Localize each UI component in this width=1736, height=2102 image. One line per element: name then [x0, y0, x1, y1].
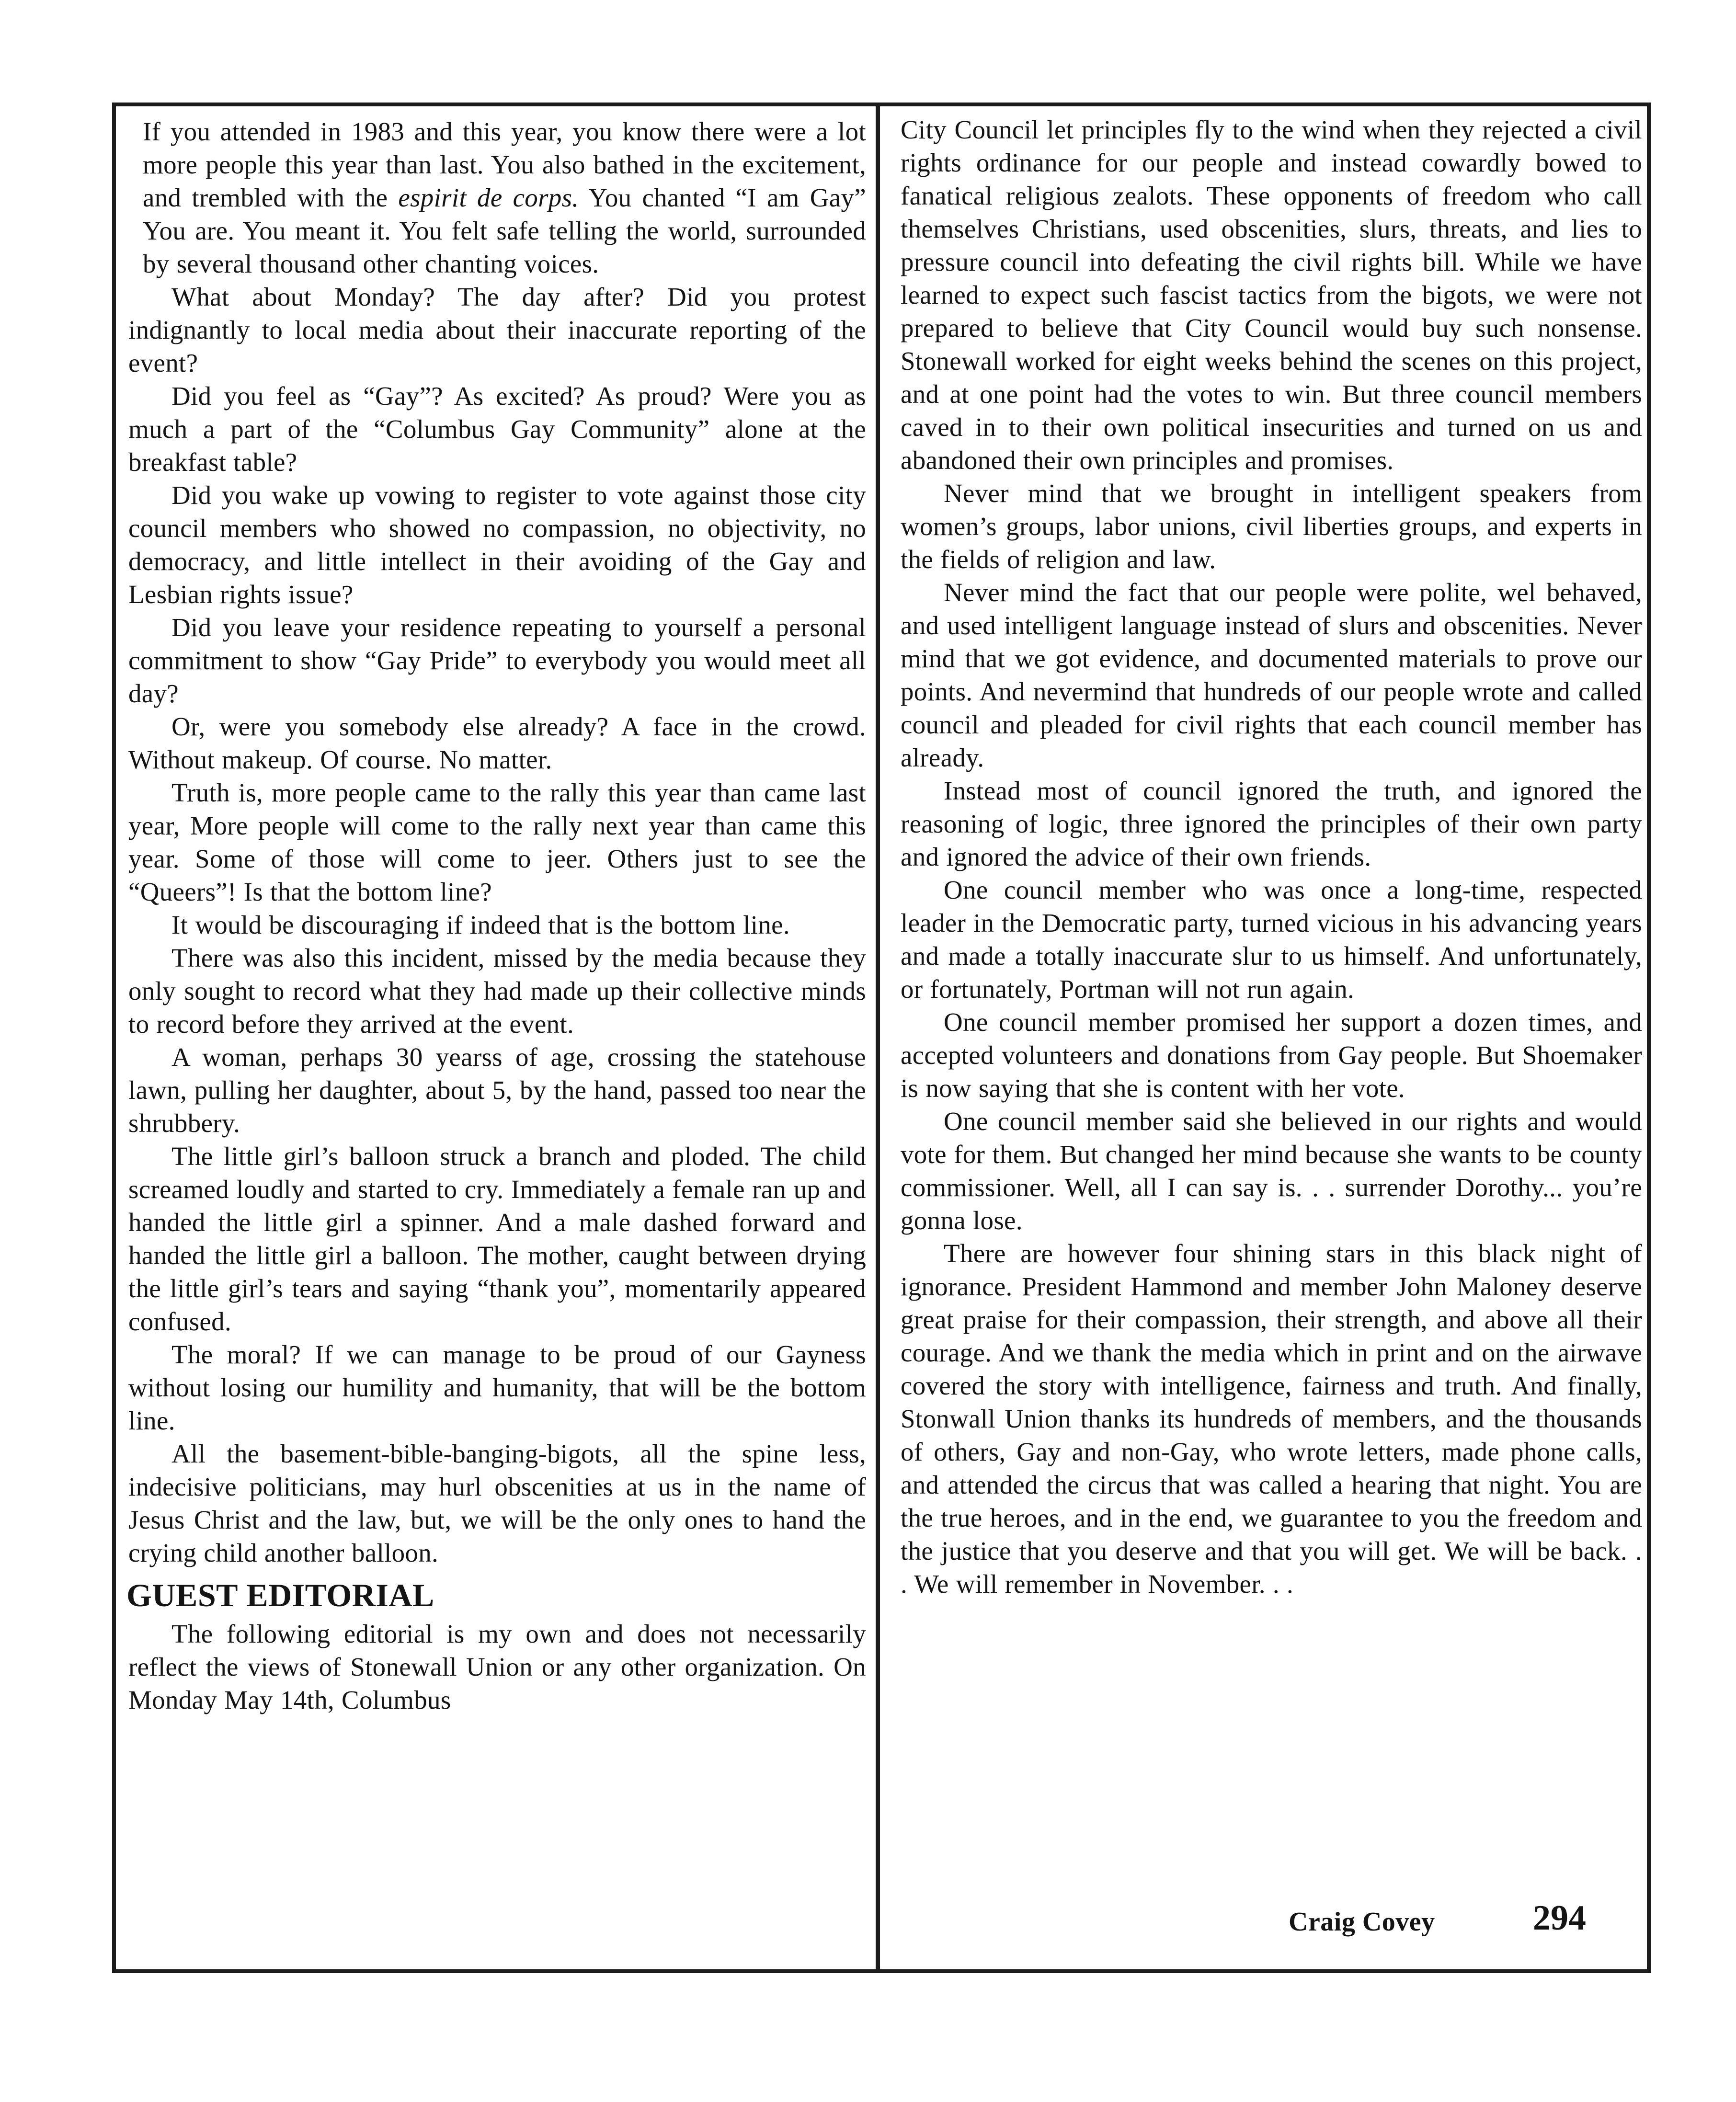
paragraph: All the basement-bible-banging-bigots, all the spine less, indecisive politicians, may hurl obscenities at us in the name of Jesus Christ and the law, but, we will be the only ones to hand the crying child another balloon. [128, 1439, 866, 1567]
paragraph: There was also this incident, missed by the media because they only sought to record what they had made up their collective minds to record before they arrived at the event. [128, 943, 866, 1039]
guest-editorial-heading: GUEST EDITORIAL [126, 1577, 434, 1613]
paragraph: Never mind that we brought in intelligent speakers from women’s groups, labor unions, civil liberties groups, and experts in the fields of religion and law. [901, 479, 1642, 574]
paragraph: The little girl’s balloon struck a branch and ploded. The child screamed loudly and started to cry. Immediately a female ran up and handed the little girl a spinner. And a male dashed forward and handed the little girl a balloon. The mother, caught between drying the little girl’s tears and saying “thank you”, momentarily appeared confused. [128, 1142, 866, 1336]
editorial-intro: The following editorial is my own and does not necessarily reflect the views of Stonewall Union or any other organization. On Monday May 14th, Columbus [128, 1619, 866, 1714]
paragraph: Did you wake up vowing to register to vote against those city council members who showed no compassion, no objectivity, no democracy, and little intellect in their avoiding of the Gay and Lesbian rights issue? [128, 480, 866, 609]
italic-phrase: espirit de corps. [398, 183, 579, 212]
paragraph: A woman, perhaps 30 yearss of age, crossing the statehouse lawn, pulling her daughter, about 5, by the hand, passed too near the shrubbery. [128, 1042, 866, 1138]
column-divider [876, 103, 880, 1973]
paragraph: One council member said she believed in our rights and would vote for them. But changed her mind because she wants to be county commissioner. Well, all I can say is. . . surrender Dorothy... you’re gonna lose. [901, 1107, 1642, 1235]
paragraph: Did you feel as “Gay”? As excited? As proud? Were you as much a part of the “Columbus Gay Community” alone at the breakfast table? [128, 381, 866, 477]
paragraph: If you attended in 1983 and this year, you know there were a lot more people this year than last. You also bathed in the excitement, and trembled with the espirit de corps. You chanted “I am Gay” You are. You meant it. You felt safe telling the world, surrounded by several thousand other chanting voices. [143, 117, 866, 278]
paragraph: Never mind the fact that our people were polite, wel behaved, and used intelligent language instead of slurs and obscenities. Never mind that we got evidence, and documented materials to prove our points. And nevermind that hundreds of our people wrote and called council and pleaded for civil rights that each council member has already. [901, 578, 1642, 772]
paragraph: There are however four shining stars in this black night of ignorance. President Hammond and member John Maloney deserve great praise for their compassion, their strength, and above all their courage. And we thank the media which in print and on the airwave covered the story with intelligence, fairness and truth. And finally, Stonwall Union thanks its hundreds of members, and the thousands of others, Gay and non-Gay, who wrote letters, made phone calls, and attended the circus that was called a hearing that night. You are the true heroes, and in the end, we guarantee to you the freedom and the justice that you deserve and that you will get. We will be back. . . We will remember in November. . . [901, 1239, 1642, 1599]
paragraph: What about Monday? The day after? Did you protest indignantly to local media about their inaccurate reporting of the event? [128, 282, 866, 377]
paragraph: Or, were you somebody else already? A face in the crowd. Without makeup. Of course. No matter. [128, 712, 866, 774]
paragraph: Instead most of council ignored the truth, and ignored the reasoning of logic, three ignored the principles of their own party and ignored the advice of their own friends. [901, 776, 1642, 871]
paragraph: Did you leave your residence repeating to yourself a personal commitment to show “Gay Pride” to everybody you would meet all day? [128, 613, 866, 708]
paragraph: One council member who was once a long-time, respected leader in the Democratic party, turned vicious in his advancing years and made a totally inaccurate slur to us himself. And unfortunately, or fortunately, Portman will not run again. [901, 875, 1642, 1004]
paragraph: The moral? If we can manage to be proud of our Gayness without losing our humility and humanity, that will be the bottom line. [128, 1340, 866, 1435]
right-column [901, 113, 1642, 1600]
page-number: 294 [1533, 1898, 1586, 1938]
paragraph: One council member promised her support a dozen times, and accepted volunteers and donations from Gay people. But Shoemaker is now saying that she is content with her vote. [901, 1007, 1642, 1103]
paragraph: It would be discouraging if indeed that is the bottom line. [171, 910, 790, 939]
author-signature: Craig Covey [1289, 1907, 1435, 1937]
left-column [128, 115, 866, 1716]
paragraph: City Council let principles fly to the wind when they rejected a civil rights ordinance for our people and instead cowardly bowed to fanatical religious zealots. These opponents of freedom who call themselves Christians, used obscenities, slurs, threats, and lies to pressure council into defeating the civil rights bill. While we have learned to expect such fascist tactics from the bigots, we were not prepared to believe that City Council would buy such nonsense. Stonewall worked for eight weeks behind the scenes on this project, and at one point had the votes to win. But three council members caved in to their own political insecurities and turned on us and abandoned their own principles and promises. [901, 115, 1642, 475]
paragraph: Truth is, more people came to the rally this year than came last year, More people will come to the rally next year than came this year. Some of those will come to jeer. Others just to see the “Queers”! Is that the bottom line? [128, 778, 866, 906]
